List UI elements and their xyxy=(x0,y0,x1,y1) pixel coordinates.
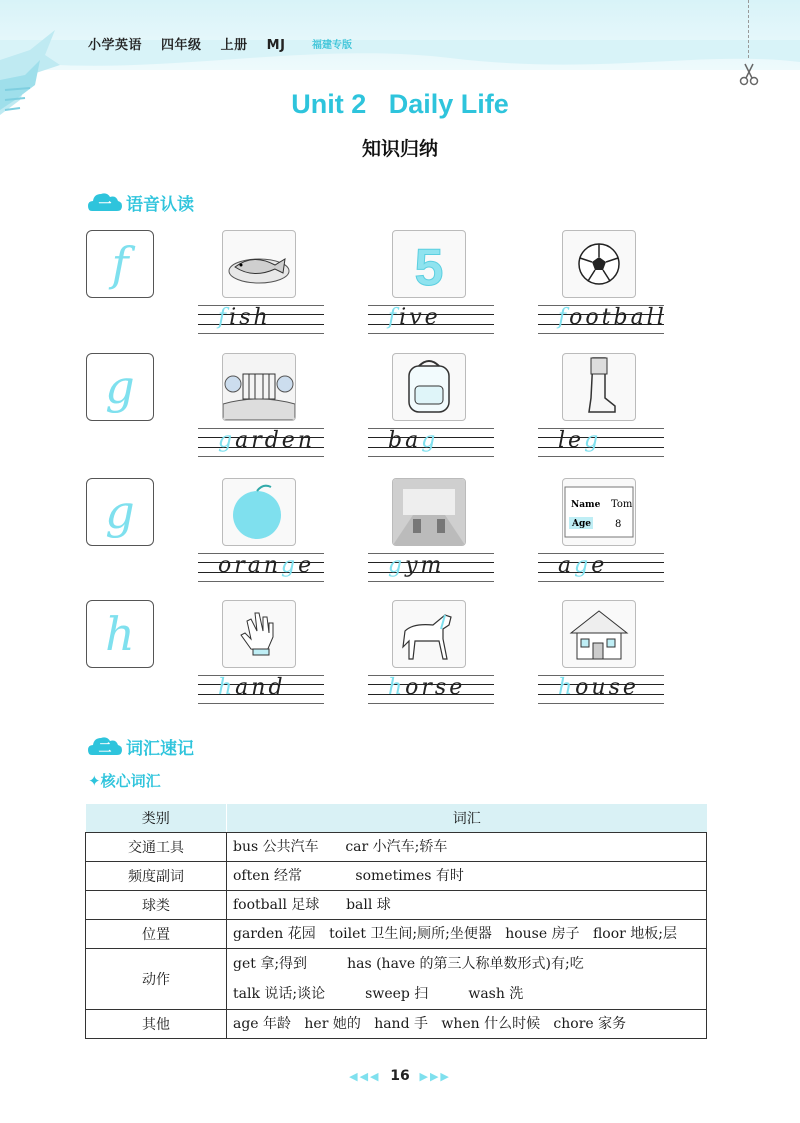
vocab-cell: age 年龄 her 她的 hand 手 when 什么时候 chore 家务 xyxy=(227,1010,707,1039)
phonics-word: horse xyxy=(388,675,466,700)
hand-icon xyxy=(222,600,296,668)
phonics-word: five xyxy=(388,305,441,330)
section-vocab-heading xyxy=(88,732,194,760)
category-cell: 球类 xyxy=(86,891,227,920)
handwriting-lines xyxy=(538,672,664,704)
phonics-word: football xyxy=(558,305,667,330)
footer-left-arrows: ◀◀◀ xyxy=(349,1070,381,1083)
section-vocab-number: 二 xyxy=(98,741,112,756)
handwriting-lines xyxy=(368,550,494,582)
footer-right-arrows: ▶▶▶ xyxy=(419,1070,451,1083)
phonics-word: bag xyxy=(388,428,439,453)
letter-card-2 xyxy=(86,478,154,546)
letter-card-letter: f xyxy=(111,237,129,291)
category-cell: 频度副词 xyxy=(86,862,227,891)
cloud-number-icon xyxy=(88,191,122,213)
vocab-cell: often 经常 sometimes 有时 xyxy=(227,862,707,891)
vocab-cell: football 足球 ball 球 xyxy=(227,891,707,920)
section-phonics-heading xyxy=(88,188,194,216)
backpack-icon xyxy=(392,353,466,421)
section-vocab-label: 词汇速记 xyxy=(126,738,194,759)
header-info xyxy=(88,34,299,53)
section-phonics-label: 语音认读 xyxy=(126,194,194,215)
header-edition-code: MJ xyxy=(266,38,286,53)
handwriting-lines xyxy=(198,302,324,334)
age-card-icon xyxy=(562,478,636,546)
category-cell: 动作 xyxy=(86,949,227,1010)
table-row xyxy=(86,920,707,949)
five-digit: 5 xyxy=(414,239,444,297)
phonics-word: fish xyxy=(218,305,271,330)
handwriting-lines xyxy=(198,425,324,457)
core-vocab-label: ✦核心词汇 xyxy=(88,772,161,790)
scissors-icon xyxy=(739,62,759,86)
vocab-cell: get 拿;得到 has (have 的第三人称单数形式)有;吃 talk 说话;谈论 sweep 扫 wash 洗 xyxy=(227,949,707,1010)
table-row xyxy=(86,891,707,920)
category-cell: 其他 xyxy=(86,1010,227,1039)
cut-line xyxy=(748,0,749,58)
vocab-table xyxy=(85,804,707,1039)
handwriting-lines xyxy=(198,550,324,582)
page-title: Unit 2 Daily Life xyxy=(291,89,509,119)
phonics-word: orange xyxy=(218,553,315,578)
cloud-number-icon xyxy=(88,735,122,757)
leg-icon xyxy=(562,353,636,421)
phonics-word: leg xyxy=(558,428,602,453)
header-edition-tag: 福建专版 xyxy=(312,40,352,51)
letter-card-1 xyxy=(86,353,154,421)
age-card-age-value: 8 xyxy=(615,519,622,530)
header-volume: 上册 xyxy=(220,38,248,53)
gym-icon xyxy=(392,478,466,546)
age-card-name-value: Tom xyxy=(611,499,633,510)
page-subtitle: 知识归纳 xyxy=(361,138,438,160)
age-card-age-label: Age xyxy=(572,519,592,529)
table-row xyxy=(86,949,707,1010)
page-footer xyxy=(0,1068,800,1084)
vocab-cell: garden 花园 toilet 卫生间;厕所;坐便器 house 房子 floor 地板;层 xyxy=(227,920,707,949)
handwriting-lines xyxy=(538,425,664,457)
letter-card-letter: h xyxy=(105,607,135,661)
garden-icon xyxy=(222,353,296,421)
handwriting-lines xyxy=(198,672,324,704)
letter-card-3 xyxy=(86,600,154,668)
handwriting-lines xyxy=(538,550,664,582)
header-category: 类别 xyxy=(86,804,227,833)
handwriting-lines xyxy=(368,425,494,457)
house-icon xyxy=(562,600,636,668)
header-vocab: 词汇 xyxy=(227,804,707,833)
phonics-word: hand xyxy=(218,675,286,700)
handwriting-lines xyxy=(368,672,494,704)
horse-icon xyxy=(392,600,466,668)
handwriting-lines xyxy=(368,302,494,334)
page-number: 16 xyxy=(390,1068,410,1084)
handwriting-lines xyxy=(538,302,667,334)
vocab-table-header xyxy=(86,804,707,833)
phonics-word: garden xyxy=(218,428,315,453)
header-grade: 四年级 xyxy=(161,38,202,53)
table-row xyxy=(86,1010,707,1039)
phonics-word: gym xyxy=(388,553,445,578)
letter-card-0 xyxy=(86,230,154,298)
soccer-ball-icon xyxy=(562,230,636,298)
phonics-word: house xyxy=(558,675,639,700)
letter-card-letter: g xyxy=(105,360,135,414)
table-row xyxy=(86,833,707,862)
table-row xyxy=(86,862,707,891)
category-cell: 交通工具 xyxy=(86,833,227,862)
header-course: 小学英语 xyxy=(88,38,143,53)
vocab-cell: bus 公共汽车 car 小汽车;轿车 xyxy=(227,833,707,862)
section-phonics-number: 一 xyxy=(98,197,112,212)
orange-icon xyxy=(222,478,296,546)
category-cell: 位置 xyxy=(86,920,227,949)
fish-icon xyxy=(222,230,296,298)
age-card-name-label: Name xyxy=(571,500,601,510)
letter-card-letter: g xyxy=(105,485,135,539)
phonics-word: age xyxy=(558,553,608,578)
five-icon xyxy=(392,230,466,298)
